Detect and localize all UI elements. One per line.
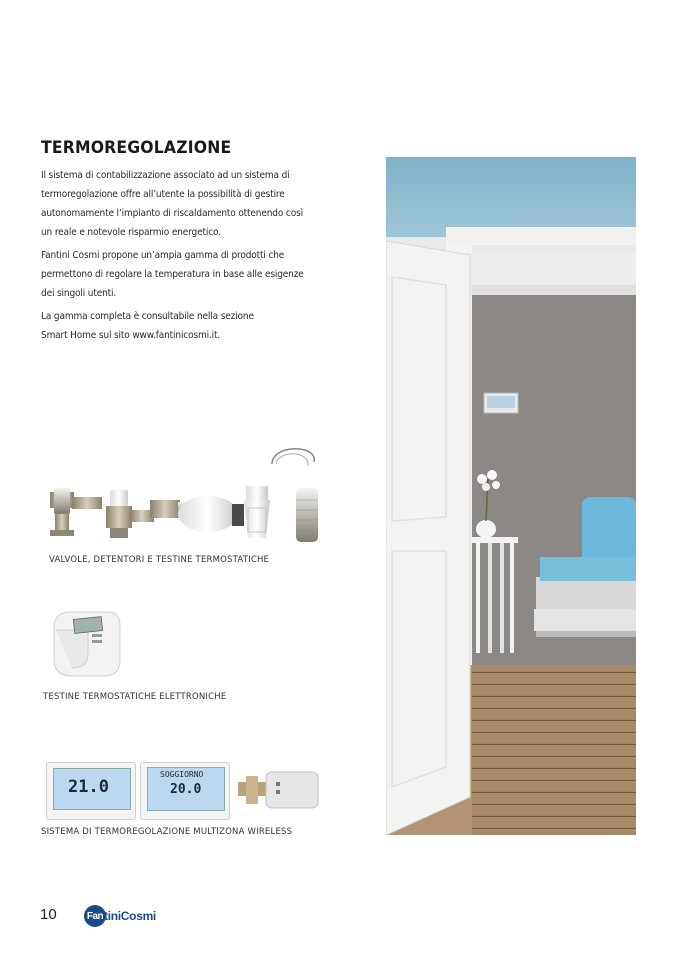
products-paragraph	[41, 246, 341, 303]
text-line: La gamma completa è consultabile nella sezione	[41, 311, 254, 322]
text-line: autonomamente l’impianto di riscaldamento ottenendo così	[41, 208, 303, 219]
thermostat-1-temp: 21.0	[68, 777, 109, 797]
electronic-caption: TESTINE TERMOSTATICHE ELETTRONICHE	[43, 692, 227, 702]
brand-logo	[84, 905, 156, 927]
logo-mark: Fan	[84, 905, 106, 927]
thermostat-1	[46, 762, 136, 820]
thermostat-2-mode: SOGGIORNO	[160, 770, 204, 779]
thermostat-1-screen	[53, 768, 131, 810]
wireless-caption: SISTEMA DI TERMOREGOLAZIONE MULTIZONA WIRELESS	[41, 827, 293, 837]
room-photo	[386, 157, 636, 835]
wireless-system-image	[46, 762, 326, 820]
logo-text: tiniCosmi	[104, 909, 156, 923]
thermostat-2-screen	[147, 767, 225, 811]
text-line: Smart Home sul sito www.fantinicosmi.it.	[41, 330, 221, 341]
page-number: 10	[40, 906, 57, 923]
page-title: TERMOREGOLAZIONE	[41, 138, 232, 158]
electronic-head-image	[48, 604, 128, 684]
text-line: permettono di regolare la temperatura in base alle esigenze	[41, 269, 304, 280]
wireless-actuator	[236, 766, 326, 816]
thermostat-2	[140, 762, 230, 820]
text-line: Il sistema di contabilizzazione associato ad un sistema di	[41, 170, 290, 181]
text-line: Fantini Cosmi propone un’ampia gamma di prodotti che	[41, 250, 285, 261]
intro-paragraph	[41, 166, 341, 242]
website-paragraph	[41, 307, 341, 345]
valves-caption: VALVOLE, DETENTORI E TESTINE TERMOSTATICHE	[49, 555, 270, 565]
text-line: un reale e notevole risparmio energetico.	[41, 227, 221, 238]
text-line: dei singoli utenti.	[41, 288, 117, 299]
text-line: termoregolazione offre all’utente la possibilità di gestire	[41, 189, 285, 200]
thermostat-2-temp: 20.0	[170, 782, 202, 797]
valves-product-image	[40, 442, 340, 552]
